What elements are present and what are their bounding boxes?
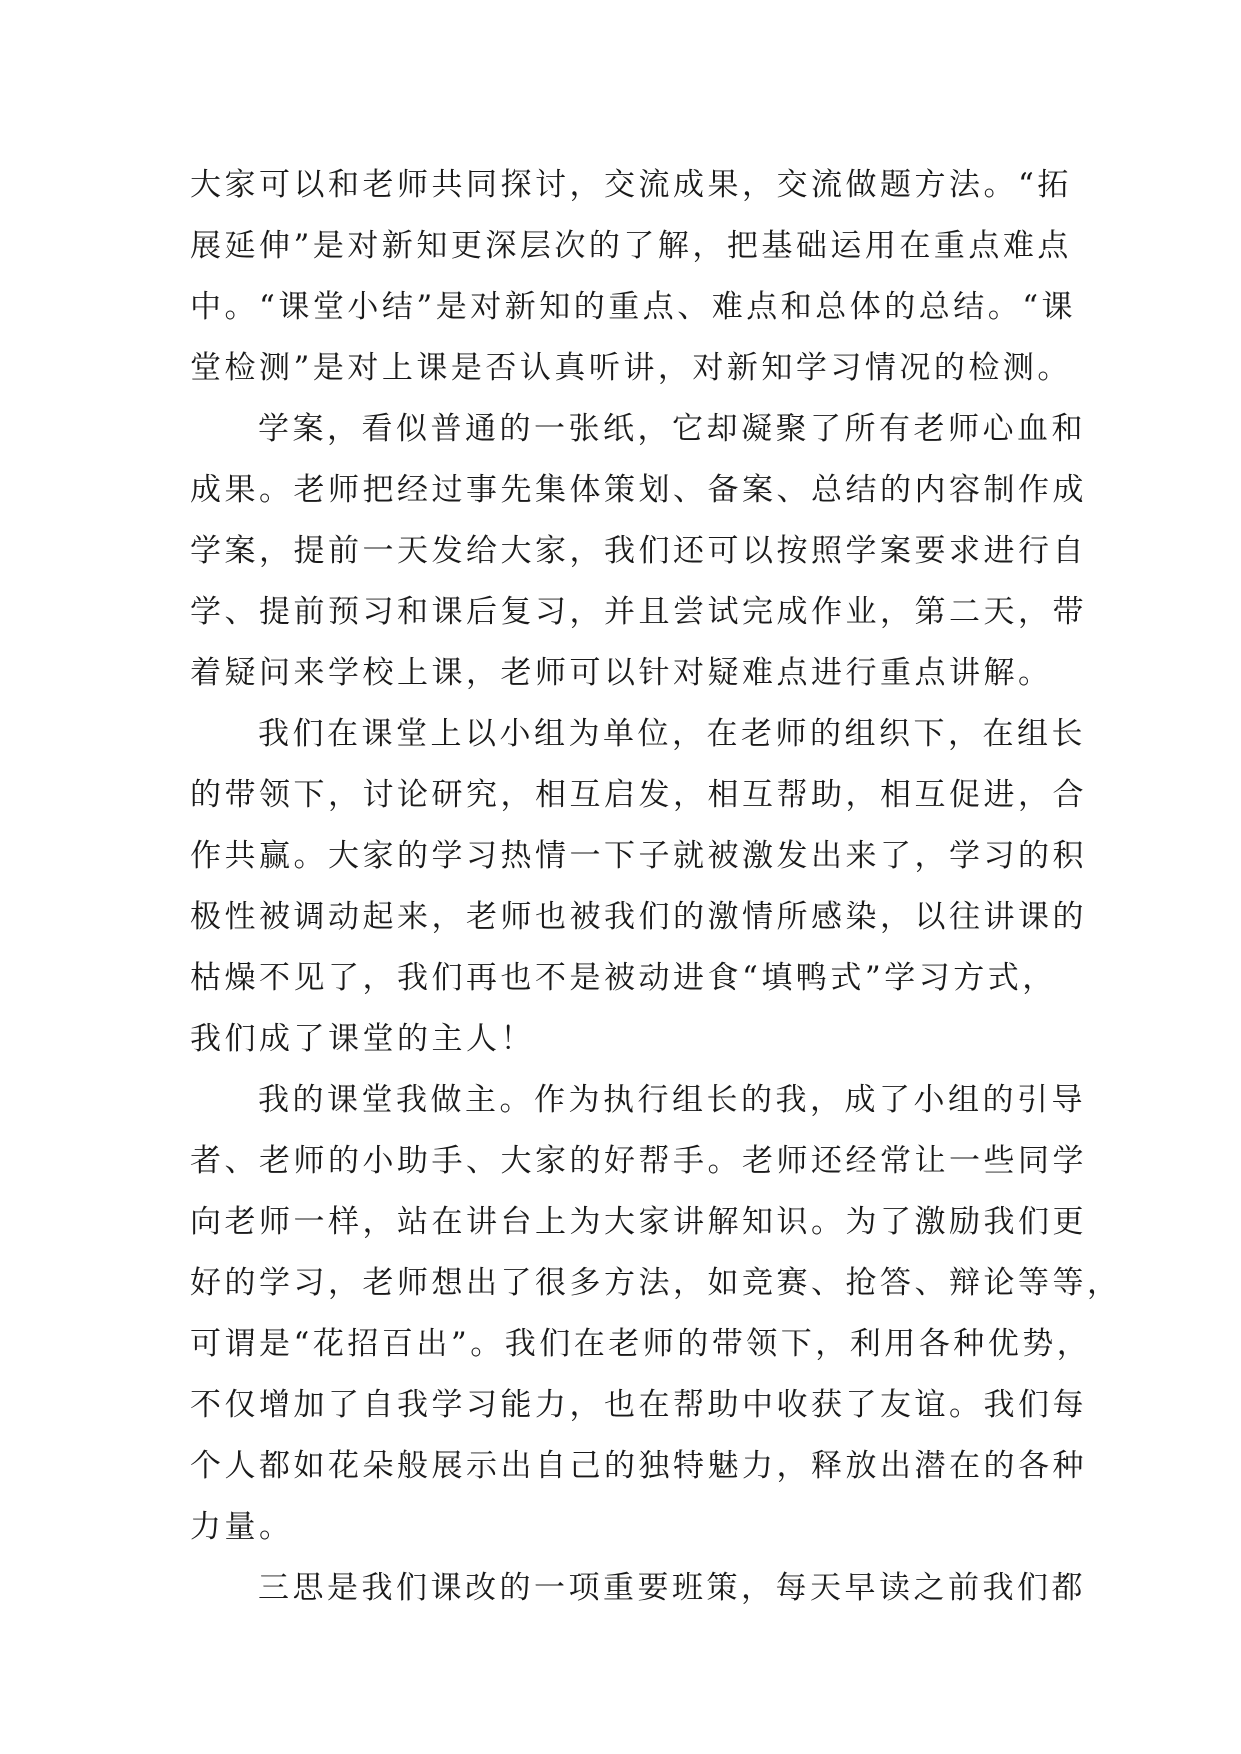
text-line: 学案，看似普通的一张纸，它却凝聚了所有老师心血和 [258, 411, 1086, 447]
text-line: 三思是我们课改的一项重要班策，每天早读之前我们都 [258, 1570, 1086, 1606]
text-line: 可谓是“花招百出”。我们在老师的带领下，利用各种优势， [190, 1326, 1092, 1362]
text-line: 大家可以和老师共同探讨，交流成果，交流做题方法。“拓 [190, 167, 1072, 203]
paragraph-2 [190, 399, 1087, 704]
text-line: 我们成了课堂的主人！ [190, 1021, 535, 1057]
paragraph-5 [190, 1558, 1086, 1619]
text-line: 枯燥不见了，我们再也不是被动进食“填鸭式”学习方式， [190, 960, 1057, 996]
body-text [190, 155, 1122, 1619]
text-line: 不仅增加了自我学习能力，也在帮助中收获了友谊。我们每 [190, 1387, 1087, 1423]
text-line: 极性被调动起来，老师也被我们的激情所感染，以往讲课的 [190, 899, 1087, 935]
paragraph-4 [190, 1070, 1122, 1558]
text-line: 者、老师的小助手、大家的好帮手。老师还经常让一些同学 [190, 1143, 1087, 1179]
text-line: 着疑问来学校上课，老师可以针对疑难点进行重点讲解。 [190, 655, 1053, 691]
text-line: 个人都如花朵般展示出自己的独特魅力，释放出潜在的各种 [190, 1448, 1087, 1484]
text-line: 展延伸”是对新知更深层次的了解，把基础运用在重点难点 [190, 228, 1072, 264]
text-line: 好的学习，老师想出了很多方法，如竞赛、抢答、辩论等等， [190, 1265, 1122, 1301]
paragraph-1 [190, 155, 1077, 399]
text-line: 堂检测”是对上课是否认真听讲，对新知学习情况的检测。 [190, 350, 1072, 386]
text-line: 我的课堂我做主。作为执行组长的我，成了小组的引导 [258, 1082, 1086, 1118]
paragraph-3 [190, 704, 1087, 1070]
text-line: 中。“课堂小结”是对新知的重点、难点和总体的总结。“课 [190, 289, 1077, 325]
text-line: 向老师一样，站在讲台上为大家讲解知识。为了激励我们更 [190, 1204, 1087, 1240]
text-line: 作共赢。大家的学习热情一下子就被激发出来了，学习的积 [190, 838, 1087, 874]
text-line: 的带领下，讨论研究，相互启发，相互帮助，相互促进，合 [190, 777, 1087, 813]
text-line: 我们在课堂上以小组为单位，在老师的组织下，在组长 [258, 716, 1086, 752]
text-line: 力量。 [190, 1509, 294, 1545]
text-line: 成果。老师把经过事先集体策划、备案、总结的内容制作成 [190, 472, 1087, 508]
text-line: 学、提前预习和课后复习，并且尝试完成作业，第二天，带 [190, 594, 1087, 630]
text-line: 学案，提前一天发给大家，我们还可以按照学案要求进行自 [190, 533, 1087, 569]
